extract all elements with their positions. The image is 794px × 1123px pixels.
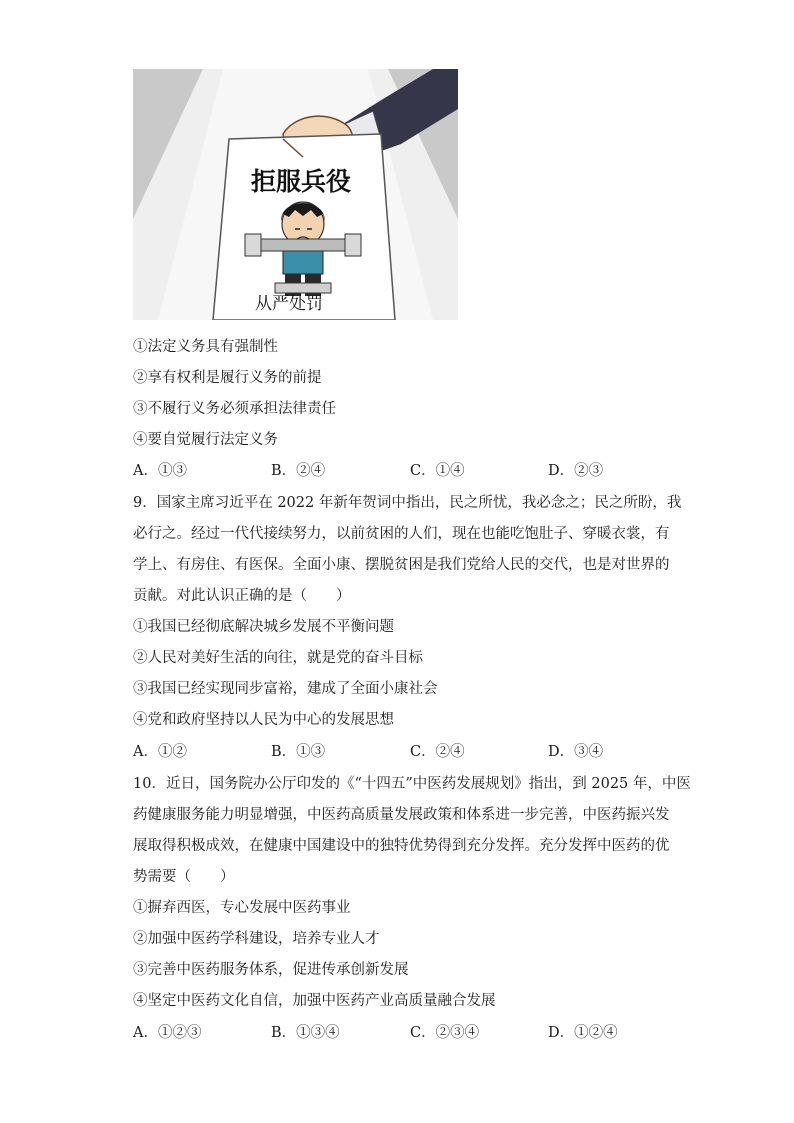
sign-caption: 从严处罚 [255, 294, 323, 314]
q10-statement-2: ②加强中医药学科建设，培养专业人才 [133, 931, 380, 947]
q10-options [133, 1023, 673, 1043]
q8-option-a: A．①③ [133, 463, 187, 479]
q9-statement-2: ②人民对美好生活的向往，就是党的奋斗目标 [133, 650, 423, 666]
q9-statement-1: ①我国已经彻底解决城乡发展不平衡问题 [133, 619, 394, 635]
q8-statement-2: ②享有权利是履行义务的前提 [133, 370, 322, 386]
q8-option-d: D．②③ [548, 463, 604, 479]
q9-option-a: A．①② [133, 744, 187, 760]
q9-stem-line-4: 贡献。对此认识正确的是（ ） [133, 588, 351, 604]
q10-stem-line-3: 展取得积极成效，在健康中国建设中的独特优势得到充分发挥。充分发挥中医药的优 [133, 838, 670, 854]
q10-stem-line-4: 势需要（ ） [133, 869, 235, 885]
q10-option-c: C．②③④ [410, 1025, 480, 1041]
q8-option-c: C．①④ [410, 463, 465, 479]
q10-option-a: A．①②③ [133, 1025, 202, 1041]
q10-option-d: D．①②④ [548, 1025, 618, 1041]
q9-option-d: D．③④ [548, 744, 604, 760]
q10-statement-3: ③完善中医药服务体系，促进传承创新发展 [133, 962, 409, 978]
q9-stem-line-3: 学上、有房住、有医保。全面小康、摆脱贫困是我们党给人民的交代，也是对世界的 [133, 557, 670, 573]
q8-statement-4: ④要自觉履行法定义务 [133, 432, 278, 448]
q8-options [133, 461, 673, 481]
q8-statement-1: ①法定义务具有强制性 [133, 339, 278, 355]
q9-statement-4: ④党和政府坚持以人民为中心的发展思想 [133, 712, 394, 728]
q9-option-b: B．①③ [271, 744, 326, 760]
q8-statement-3: ③不履行义务必须承担法律责任 [133, 401, 336, 417]
q10-stem-line-2: 药健康服务能力明显增强，中医药高质量发展政策和体系进一步完善，中医药振兴发 [133, 807, 670, 823]
q9-option-c: C．②④ [410, 744, 465, 760]
cartoon-illustration [133, 69, 458, 320]
q10-statement-4: ④坚定中医药文化自信，加强中医药产业高质量融合发展 [133, 993, 496, 1009]
q9-options [133, 742, 673, 762]
q9-stem-line-2: 必行之。经过一代代接续努力，以前贫困的人们，现在也能吃饱肚子、穿暖衣裳，有 [133, 526, 670, 542]
q10-stem-line-1: 10．近日，国务院办公厅印发的《“十四五”中医药发展规划》指出，到 2025 年，中医 [133, 776, 691, 792]
sign-title: 拒服兵役 [250, 167, 352, 196]
q9-statement-3: ③我国已经实现同步富裕，建成了全面小康社会 [133, 681, 438, 697]
q8-option-b: B．②④ [271, 463, 326, 479]
q10-statement-1: ①摒弃西医，专心发展中医药事业 [133, 900, 351, 916]
q9-stem-line-1: 9．国家主席习近平在 2022 年新年贺词中指出，民之所忧，我必念之；民之所盼，我 [133, 495, 682, 511]
q10-option-b: B．①③④ [271, 1025, 340, 1041]
